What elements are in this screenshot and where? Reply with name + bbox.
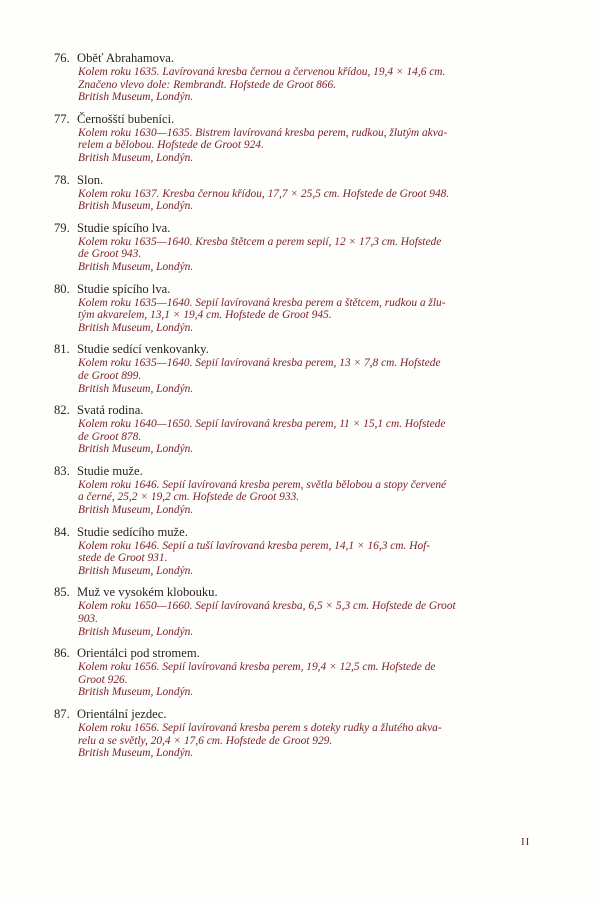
entry-line: relem a bělobou. Hofstede de Groot 924.	[78, 139, 264, 152]
entry-number: 78.	[54, 172, 70, 187]
entry-line: British Museum, Londýn.	[78, 564, 194, 577]
entry-line: British Museum, Londýn.	[78, 625, 194, 638]
entry-title: Orientální jezdec.	[77, 707, 167, 721]
entry-title: Orientálci pod stromem.	[77, 646, 200, 661]
entry-description	[78, 600, 554, 638]
entry-heading	[54, 341, 554, 357]
entry-heading	[54, 402, 554, 418]
entry-number: 80.	[54, 281, 70, 296]
catalogue-entry	[54, 706, 554, 760]
entry-description	[78, 188, 554, 213]
entry-title: Studie sedícího muže.	[77, 524, 188, 539]
entry-description	[78, 127, 554, 165]
entry-heading	[54, 281, 554, 297]
entry-line: Značeno vlevo dole: Rembrandt. Hofstede de Groot 866.	[78, 78, 337, 91]
entry-line: Kolem roku 1630—1635. Bistrem lavírovaná kresba perem, rudkou, žlutým akva-	[78, 126, 448, 139]
entry-line: British Museum, Londýn.	[78, 91, 194, 104]
entry-description	[78, 236, 554, 274]
entry-number: 84.	[54, 524, 70, 539]
entry-line: stede de Groot 931.	[78, 552, 168, 565]
entry-description	[78, 418, 554, 456]
entry-line: Kolem roku 1656. Sepií lavírovaná kresba perem, 19,4 × 12,5 cm. Hofstede de	[78, 661, 436, 674]
catalogue-entry	[54, 111, 554, 165]
entry-title: Svatá rodina.	[77, 403, 144, 418]
entry-line: Kolem roku 1650—1660. Sepií lavírovaná kresba, 6,5 × 5,3 cm. Hofstede de Groot	[78, 600, 456, 613]
catalogue-entry	[54, 584, 554, 638]
page-number: II	[521, 836, 531, 848]
entry-line: de Groot 899.	[78, 369, 142, 382]
entry-line: Kolem roku 1635—1640. Sepií lavírovaná kresba perem, 13 × 7,8 cm. Hofstede	[78, 357, 441, 370]
entry-line: British Museum, Londýn.	[78, 443, 194, 456]
entry-description	[78, 66, 554, 104]
entry-heading	[54, 524, 554, 540]
catalogue-entry	[54, 645, 554, 699]
catalogue-entry	[54, 341, 554, 395]
entry-description	[78, 661, 554, 699]
entry-line: British Museum, Londýn.	[78, 747, 194, 760]
entry-number: 86.	[54, 646, 70, 661]
entry-heading	[54, 111, 554, 127]
entry-title: Studie spícího lva.	[77, 220, 171, 235]
catalogue-entry	[54, 524, 554, 578]
entry-number: 76.	[54, 51, 70, 65]
entry-title: Studie sedící venkovanky.	[77, 342, 209, 357]
entry-line: Kolem roku 1656. Sepií lavírovaná kresba perem s doteky rudky a žlutého akva-	[78, 722, 442, 734]
entry-description	[78, 722, 554, 760]
entry-number: 87.	[54, 707, 70, 721]
entry-line: Kolem roku 1646. Sepií lavírovaná kresba perem, světla bělobou a stopy červené	[78, 478, 447, 491]
entry-line: a černé, 25,2 × 19,2 cm. Hofstede de Groot 933.	[78, 491, 300, 504]
catalogue-entry	[54, 281, 554, 335]
entry-heading	[54, 463, 554, 479]
entry-title: Slon.	[77, 172, 104, 187]
entry-description	[78, 540, 554, 578]
entry-number: 81.	[54, 342, 70, 357]
entry-line: de Groot 878.	[78, 430, 142, 443]
entry-line: Kolem roku 1640—1650. Sepií lavírovaná kresba perem, 11 × 15,1 cm. Hofstede	[78, 418, 446, 431]
entry-line: 903.	[78, 613, 98, 626]
catalogue-entry	[54, 50, 554, 104]
entry-line: Kolem roku 1635. Lavírovaná kresba černou a červenou křídou, 19,4 × 14,6 cm.	[78, 66, 446, 78]
entry-description	[78, 297, 554, 335]
entry-number: 79.	[54, 220, 70, 235]
entry-title: Černošští bubeníci.	[77, 111, 175, 126]
entry-line: Kolem roku 1637. Kresba černou křídou, 17,7 × 25,5 cm. Hofstede de Groot 948.	[78, 187, 450, 200]
entry-line: British Museum, Londýn.	[78, 686, 194, 699]
catalogue-entry	[54, 172, 554, 213]
entry-line: Kolem roku 1646. Sepií a tuší lavírovaná kresba perem, 14,1 × 16,3 cm. Hof-	[78, 539, 431, 552]
entry-line: British Museum, Londýn.	[78, 151, 194, 164]
entry-line: Groot 926.	[78, 673, 128, 686]
entry-line: British Museum, Londýn.	[78, 504, 194, 517]
entry-description	[78, 357, 554, 395]
entry-title: Studie muže.	[77, 463, 143, 478]
catalogue-entry	[54, 220, 554, 274]
entry-line: Kolem roku 1635—1640. Kresba štětcem a perem sepií, 12 × 17,3 cm. Hofstede	[78, 235, 442, 248]
entry-number: 77.	[54, 111, 70, 126]
entry-line: de Groot 943.	[78, 248, 142, 261]
entry-title: Studie spícího lva.	[77, 281, 171, 296]
catalogue-entry	[54, 463, 554, 517]
entry-number: 83.	[54, 463, 70, 478]
entry-line: British Museum, Londýn.	[78, 382, 194, 395]
entry-line: Kolem roku 1635—1640. Sepií lavírovaná kresba perem a štětcem, rudkou a žlu-	[78, 296, 446, 309]
entry-line: British Museum, Londýn.	[78, 321, 194, 334]
entry-number: 85.	[54, 585, 70, 600]
entry-heading	[54, 706, 554, 722]
entry-title: Muž ve vysokém klobouku.	[77, 585, 218, 600]
entry-heading	[54, 645, 554, 661]
entry-number: 82.	[54, 403, 70, 418]
entry-line: relu a se světly, 20,4 × 17,6 cm. Hofstede de Groot 929.	[78, 734, 333, 747]
entry-line: tým akvarelem, 13,1 × 19,4 cm. Hofstede de Groot 945.	[78, 309, 332, 322]
catalogue-page	[54, 50, 554, 767]
entry-title: Oběť Abrahamova.	[77, 51, 175, 65]
entry-heading	[54, 584, 554, 600]
entry-line: British Museum, Londýn.	[78, 260, 194, 273]
entry-heading	[54, 50, 554, 66]
entry-heading	[54, 220, 554, 236]
catalogue-entry	[54, 402, 554, 456]
entry-description	[78, 479, 554, 517]
entry-heading	[54, 172, 554, 188]
entry-line: British Museum, Londýn.	[78, 200, 194, 213]
